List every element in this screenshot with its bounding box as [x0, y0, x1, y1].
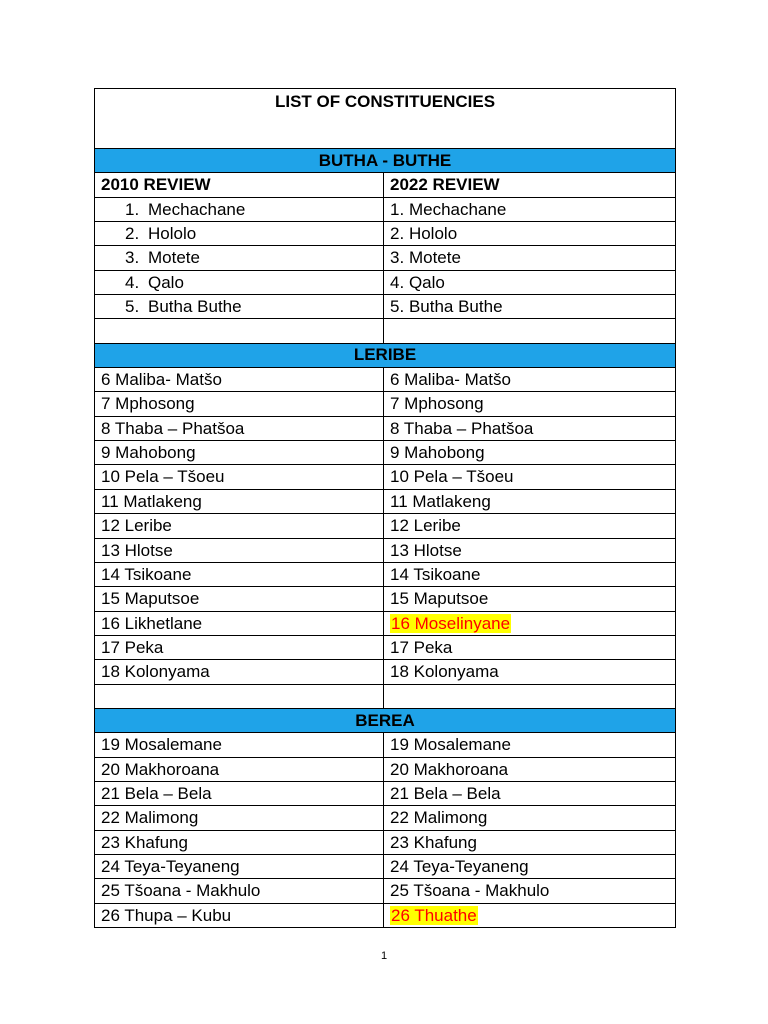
constituency-2010: 22 Malimong [95, 806, 384, 829]
item-name: 1. Mechachane [390, 199, 507, 219]
changed-constituency: 26 Thuathe [391, 905, 477, 925]
constituency-2010: 12 Leribe [95, 514, 384, 537]
item-name: Motete [148, 248, 200, 268]
constituency-2010: 25 Tšoana - Makhulo [95, 879, 384, 902]
table-row [94, 636, 676, 660]
table-row [94, 587, 676, 611]
constituency-2010: 21 Bela – Bela [95, 782, 384, 805]
constituency-2022 [384, 441, 675, 464]
table-row [94, 198, 676, 222]
review-2010-header: 2010 REVIEW [95, 173, 384, 196]
constituency-2010: 10 Pela – Tšoeu [95, 465, 384, 488]
constituency-2022 [384, 368, 675, 391]
constituency-2022 [384, 806, 675, 829]
item-name: 17 Peka [390, 637, 453, 657]
table-row [94, 904, 676, 928]
item-name: 6 Maliba- Matšo [390, 370, 511, 390]
item-name: 2. Hololo [390, 224, 458, 244]
constituency-2022 [384, 855, 675, 878]
blank-cell [95, 685, 384, 708]
table-title-row [94, 88, 676, 149]
review-2022-header: 2022 REVIEW [390, 175, 500, 195]
constituency-2010 [95, 271, 384, 294]
constituency-2022 [384, 733, 675, 756]
constituency-2010: 6 Maliba- Matšo [95, 368, 384, 391]
item-name: 25 Tšoana - Makhulo [390, 881, 550, 901]
item-number: 5. [125, 297, 140, 317]
blank-cell [384, 319, 675, 342]
section-header-row [94, 149, 676, 173]
item-name: 21 Bela – Bela [390, 783, 501, 803]
constituency-2022 [384, 831, 675, 854]
item-number: 2. [125, 224, 140, 244]
constituency-2010: 17 Peka [95, 636, 384, 659]
section-header-row [94, 344, 676, 368]
constituency-2022 [384, 636, 675, 659]
constituency-2010: 14 Tsikoane [95, 563, 384, 586]
item-name: 20 Makhoroana [390, 759, 509, 779]
constituency-2010: 15 Maputsoe [95, 587, 384, 610]
constituency-2022 [384, 758, 675, 781]
blank-cell [95, 319, 384, 342]
constituency-2022 [384, 514, 675, 537]
constituency-2010 [95, 246, 384, 269]
constituency-2022 [384, 563, 675, 586]
table-row [94, 563, 676, 587]
item-name: 24 Teya-Teyaneng [390, 856, 529, 876]
table-row [94, 758, 676, 782]
item-name: 11 Matlakeng [390, 491, 491, 511]
table-row [94, 417, 676, 441]
item-number: 1. [125, 199, 140, 219]
item-name: 15 Maputsoe [390, 589, 489, 609]
item-name: 13 Hlotse [390, 540, 462, 560]
constituency-2010: 16 Likhetlane [95, 612, 384, 635]
constituency-2010: 8 Thaba – Phatšoa [95, 417, 384, 440]
constituency-2010: 20 Makhoroana [95, 758, 384, 781]
constituency-2010: 26 Thupa – Kubu [95, 904, 384, 927]
item-name: 8 Thaba – Phatšoa [390, 418, 534, 438]
item-name: 12 Leribe [390, 516, 461, 536]
item-name: Butha Buthe [148, 297, 242, 317]
page-number: 1 [380, 950, 388, 962]
constituency-2022 [384, 295, 675, 318]
table-row [94, 539, 676, 563]
constituency-2022 [384, 782, 675, 805]
constituency-2010: 23 Khafung [95, 831, 384, 854]
changed-constituency: 16 Moselinyane [391, 613, 511, 633]
item-name: 9 Mahobong [390, 443, 485, 463]
item-name: Qalo [148, 272, 184, 292]
table-row [94, 879, 676, 903]
item-name: Mechachane [148, 199, 246, 219]
item-name: 19 Mosalemane [390, 735, 511, 755]
constituency-2022 [384, 271, 675, 294]
table-row [94, 490, 676, 514]
constituency-2010: 7 Mphosong [95, 392, 384, 415]
table-body [94, 149, 676, 928]
table-row [94, 514, 676, 538]
table-row [94, 612, 676, 636]
constituency-2010: 11 Matlakeng [95, 490, 384, 513]
table-row [94, 465, 676, 489]
constituency-2010: 9 Mahobong [95, 441, 384, 464]
item-name: 7 Mphosong [390, 394, 484, 414]
table-row [94, 441, 676, 465]
item-name: Hololo [148, 224, 197, 244]
section-header-row [94, 709, 676, 733]
blank-row [94, 685, 676, 709]
table-row [94, 295, 676, 319]
section-name: BUTHA - BUTHE [318, 150, 452, 170]
table-row [94, 392, 676, 416]
constituency-2022 [384, 246, 675, 269]
table-row [94, 855, 676, 879]
blank-row [94, 319, 676, 343]
table-row [94, 246, 676, 270]
review-header-row [94, 173, 676, 197]
table-row [94, 660, 676, 684]
table-row [94, 831, 676, 855]
constituency-2022 [384, 539, 675, 562]
constituency-2010: 19 Mosalemane [95, 733, 384, 756]
item-name: 18 Kolonyama [390, 662, 499, 682]
item-name: 3. Motete [390, 248, 461, 268]
section-name: BEREA [355, 710, 415, 730]
constituency-2022 [384, 904, 675, 927]
item-name: 23 Khafung [390, 832, 477, 852]
table-row [94, 733, 676, 757]
constituency-2022 [384, 198, 675, 221]
item-name: 10 Pela – Tšoeu [390, 467, 514, 487]
table-row [94, 806, 676, 830]
constituency-2022 [384, 587, 675, 610]
item-number: 4. [125, 272, 140, 292]
constituency-2022 [384, 417, 675, 440]
constituency-2010 [95, 198, 384, 221]
table-row [94, 222, 676, 246]
constituency-2022 [384, 660, 675, 683]
table-row [94, 782, 676, 806]
constituency-2010: 13 Hlotse [95, 539, 384, 562]
constituency-2010: 18 Kolonyama [95, 660, 384, 683]
constituency-2022 [384, 222, 675, 245]
table-row [94, 271, 676, 295]
constituency-2010 [95, 222, 384, 245]
constituency-2010 [95, 295, 384, 318]
constituency-2010: 24 Teya-Teyaneng [95, 855, 384, 878]
constituency-2022 [384, 879, 675, 902]
constituency-2022 [384, 465, 675, 488]
constituency-2022 [384, 392, 675, 415]
constituency-2022 [384, 490, 675, 513]
constituency-table [94, 88, 676, 928]
item-name: 14 Tsikoane [390, 564, 481, 584]
item-name: 5. Butha Buthe [390, 297, 503, 317]
item-name: 4. Qalo [390, 272, 445, 292]
item-name: 22 Malimong [390, 808, 488, 828]
item-number: 3. [125, 248, 140, 268]
table-row [94, 368, 676, 392]
section-name: LERIBE [353, 345, 417, 365]
table-title: LIST OF CONSTITUENCIES [274, 92, 496, 111]
constituency-2022 [384, 612, 675, 635]
blank-cell [384, 685, 675, 708]
